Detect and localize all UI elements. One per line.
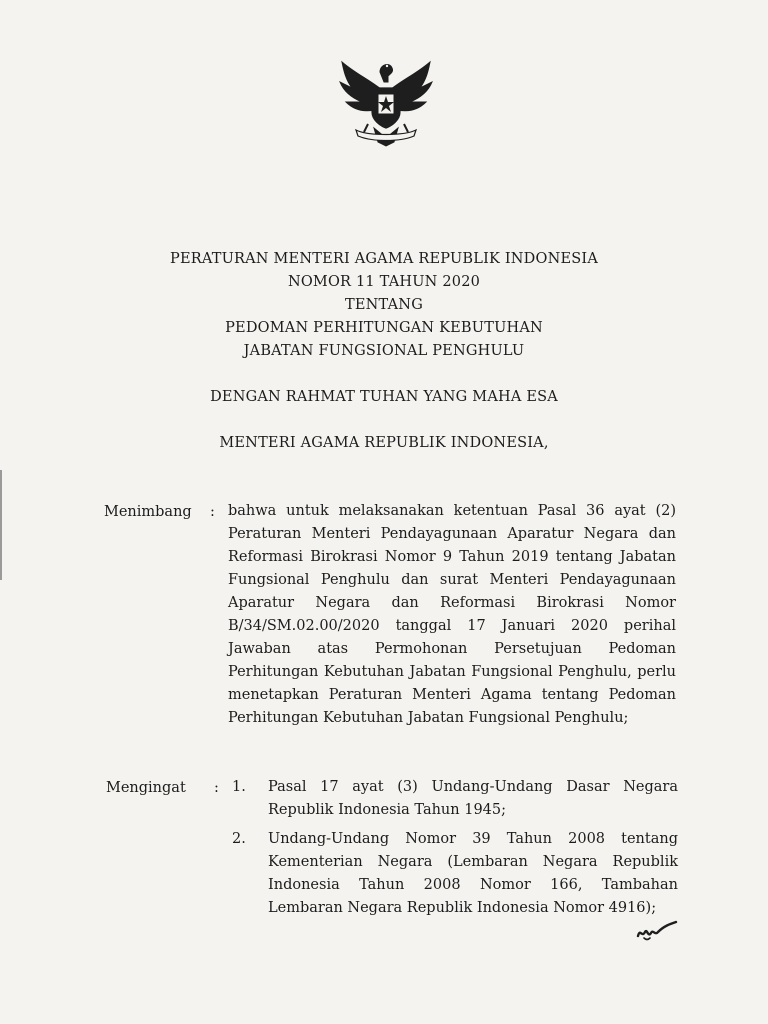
menimbang-label: Menimbang	[104, 504, 192, 520]
list-item-number: 1.	[232, 779, 246, 795]
garuda-emblem-icon	[334, 50, 438, 148]
regulation-subject-line-2: JABATAN FUNGSIONAL PENGHULU	[243, 343, 525, 359]
issuer: MENTERI AGAMA REPUBLIK INDONESIA,	[219, 435, 549, 451]
decree-header	[0, 248, 768, 455]
scan-edge-mark	[0, 470, 2, 580]
list-item	[232, 776, 678, 822]
menimbang-text: bahwa untuk melaksanakan ketentuan Pasal 36 ayat (2) Peraturan Menteri Pendayagunaan Aparatur Negara dan Reformasi Birokrasi Nomor 9 Tahun 2019 tentang Jabatan Fungsional Penghulu dan surat Menteri Pendayagunaan Aparatur Negara dan Reformasi Birokrasi Nomor B/34/SM.02.00/2020 tanggal 17 Januari 2020 perihal Jawaban atas Permohonan Persetujuan Pedoman Perhitungan Kebutuhan Jabatan Fungsional Penghulu, perlu menetapkan Peraturan Menteri Agama tentang Pedoman Perhitungan Kebutuhan Jabatan Fungsional Penghulu;	[228, 503, 676, 726]
list-item-number: 2.	[232, 831, 246, 847]
list-item-text: Undang-Undang Nomor 39 Tahun 2008 tentang Kementerian Negara (Lembaran Negara Republik Indonesia Tahun 2008 Nomor 166, Tambahan Lembaran Negara Republik Indonesia Nomor 4916);	[268, 831, 678, 916]
mengingat-colon: :	[214, 780, 219, 796]
mengingat-label: Mengingat	[106, 780, 186, 796]
regulation-subject-line-1: PEDOMAN PERHITUNGAN KEBUTUHAN	[225, 320, 543, 336]
list-item	[232, 828, 678, 920]
list-item-text: Pasal 17 ayat (3) Undang-Undang Dasar Negara Republik Indonesia Tahun 1945;	[268, 779, 678, 818]
regulation-about: TENTANG	[345, 297, 423, 313]
paraf-signature-icon	[634, 918, 680, 944]
regulation-title: PERATURAN MENTERI AGAMA REPUBLIK INDONESIA	[169, 251, 598, 267]
menimbang-colon: :	[210, 504, 215, 520]
mengingat-list	[232, 776, 678, 920]
regulation-number: NOMOR 11 TAHUN 2020	[287, 274, 481, 290]
invocation: DENGAN RAHMAT TUHAN YANG MAHA ESA	[210, 389, 558, 405]
